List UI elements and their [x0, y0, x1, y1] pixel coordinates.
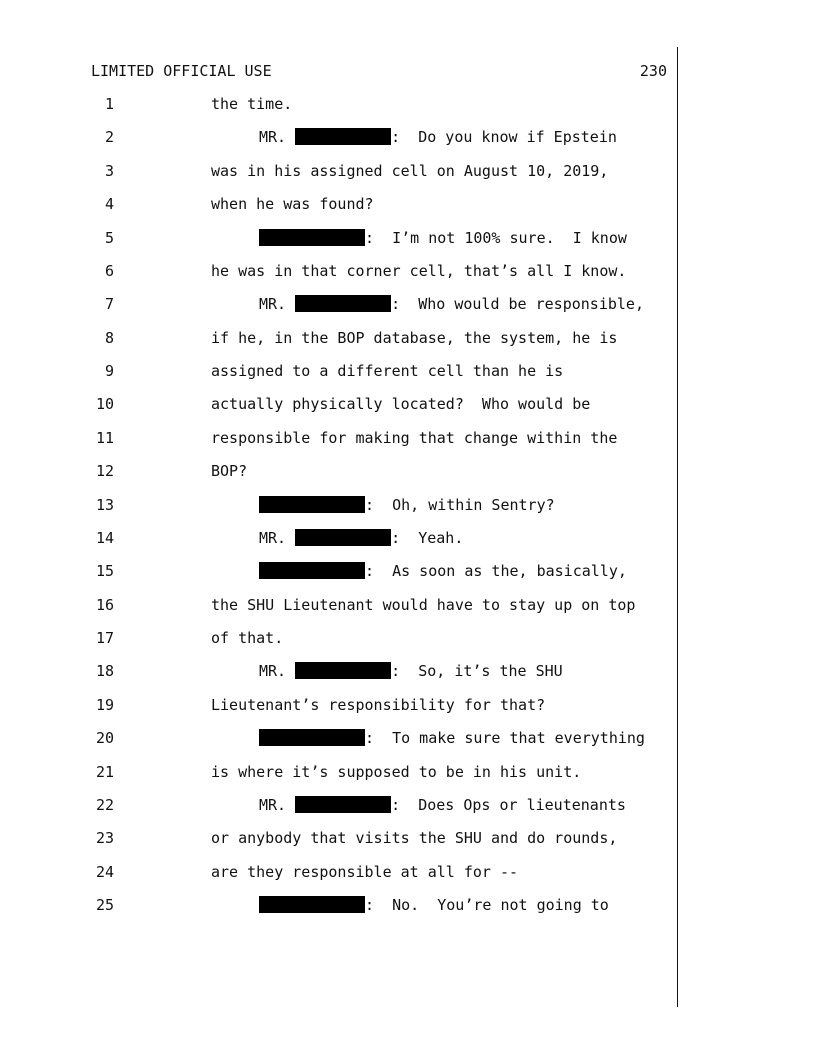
line-text: if he, in the BOP database, the system, he is	[211, 329, 618, 347]
line-content	[211, 95, 292, 113]
line-content	[211, 829, 617, 847]
line-text: : As soon as the, basically,	[365, 562, 627, 580]
line-number: 23	[95, 829, 114, 847]
line-text: : Oh, within Sentry?	[365, 496, 555, 514]
transcript-line	[0, 462, 816, 482]
line-content	[211, 629, 283, 647]
header-classification: LIMITED OFFICIAL USE	[91, 62, 272, 80]
line-number: 24	[95, 863, 114, 881]
line-number: 1	[104, 95, 114, 113]
transcript-line	[0, 395, 816, 415]
line-number: 13	[95, 496, 114, 514]
line-text: : No. You’re not going to	[365, 896, 609, 914]
redaction-box	[295, 796, 391, 813]
transcript-line	[0, 629, 816, 649]
line-number: 3	[104, 162, 114, 180]
line-text: Lieutenant’s responsibility for that?	[211, 696, 546, 714]
redaction-box	[295, 295, 391, 312]
speaker-prefix: MR.	[259, 128, 296, 146]
line-content	[259, 496, 555, 514]
line-content	[259, 729, 645, 747]
speaker-prefix: MR.	[259, 796, 296, 814]
line-text: : So, it’s the SHU	[391, 662, 563, 680]
line-number: 2	[104, 128, 114, 146]
line-number: 11	[95, 429, 114, 447]
redaction-box	[259, 496, 365, 513]
transcript-line	[0, 729, 816, 749]
line-content	[211, 362, 563, 380]
transcript-line	[0, 195, 816, 215]
transcript-line	[0, 496, 816, 516]
transcript-line	[0, 829, 816, 849]
line-text: : I’m not 100% sure. I know	[365, 229, 627, 247]
line-number: 15	[95, 562, 114, 580]
transcript-line	[0, 696, 816, 716]
line-text: when he was found?	[211, 195, 374, 213]
line-content	[211, 262, 626, 280]
line-content	[211, 596, 635, 614]
speaker-prefix: MR.	[259, 662, 296, 680]
line-content	[259, 796, 626, 814]
line-text: is where it’s supposed to be in his unit.	[211, 763, 582, 781]
redaction-box	[259, 729, 365, 746]
transcript-line	[0, 229, 816, 249]
line-text: : Who would be responsible,	[391, 295, 644, 313]
line-content	[259, 662, 563, 680]
line-number: 14	[95, 529, 114, 547]
line-content	[259, 128, 617, 146]
line-content	[259, 562, 627, 580]
line-content	[211, 429, 617, 447]
line-number: 19	[95, 696, 114, 714]
line-content	[211, 329, 617, 347]
line-number: 9	[104, 362, 114, 380]
page-number: 230	[639, 62, 667, 80]
line-content	[211, 696, 545, 714]
line-content	[211, 162, 608, 180]
line-number: 10	[95, 395, 114, 413]
line-text: BOP?	[211, 462, 248, 480]
line-content	[211, 763, 581, 781]
line-text: the SHU Lieutenant would have to stay up on top	[211, 596, 636, 614]
line-number: 5	[104, 229, 114, 247]
line-text: responsible for making that change within the	[211, 429, 618, 447]
line-number: 12	[95, 462, 114, 480]
transcript-line	[0, 896, 816, 916]
redaction-box	[295, 128, 391, 145]
line-text: are they responsible at all for --	[211, 863, 519, 881]
line-content	[211, 462, 247, 480]
line-text: was in his assigned cell on August 10, 2019,	[211, 162, 609, 180]
redaction-box	[295, 529, 391, 546]
transcript-line	[0, 429, 816, 449]
transcript-line	[0, 562, 816, 582]
line-number: 8	[104, 329, 114, 347]
transcript-line	[0, 329, 816, 349]
line-number: 21	[95, 763, 114, 781]
transcript-line	[0, 262, 816, 282]
line-content	[259, 529, 463, 547]
line-text: the time.	[211, 95, 293, 113]
line-number: 7	[104, 295, 114, 313]
line-content	[259, 295, 644, 313]
transcript-line	[0, 95, 816, 115]
speaker-prefix: MR.	[259, 529, 296, 547]
line-text: : Does Ops or lieutenants	[391, 796, 626, 814]
line-number: 6	[104, 262, 114, 280]
line-number: 4	[104, 195, 114, 213]
line-content	[259, 896, 609, 914]
transcript-line	[0, 128, 816, 148]
transcript-line	[0, 362, 816, 382]
transcript-line	[0, 863, 816, 883]
line-text: : Do you know if Epstein	[391, 128, 617, 146]
transcript-line	[0, 763, 816, 783]
line-number: 18	[95, 662, 114, 680]
transcript-line	[0, 662, 816, 682]
transcript-line	[0, 295, 816, 315]
line-content	[211, 863, 518, 881]
transcript-line	[0, 796, 816, 816]
transcript-line	[0, 529, 816, 549]
line-text: of that.	[211, 629, 284, 647]
line-number: 16	[95, 596, 114, 614]
line-content	[211, 395, 590, 413]
redaction-box	[259, 562, 365, 579]
transcript-line	[0, 596, 816, 616]
line-number: 17	[95, 629, 114, 647]
redaction-box	[259, 229, 365, 246]
line-text: or anybody that visits the SHU and do rounds,	[211, 829, 618, 847]
line-text: actually physically located? Who would be	[211, 395, 591, 413]
line-content	[259, 229, 627, 247]
line-number: 20	[95, 729, 114, 747]
transcript-line	[0, 162, 816, 182]
speaker-prefix: MR.	[259, 295, 296, 313]
line-text: : To make sure that everything	[365, 729, 645, 747]
line-content	[211, 195, 374, 213]
redaction-box	[259, 896, 365, 913]
line-text: he was in that corner cell, that’s all I know.	[211, 262, 627, 280]
redaction-box	[295, 662, 391, 679]
line-text: assigned to a different cell than he is	[211, 362, 564, 380]
line-number: 25	[95, 896, 114, 914]
line-number: 22	[95, 796, 114, 814]
line-text: : Yeah.	[391, 529, 464, 547]
